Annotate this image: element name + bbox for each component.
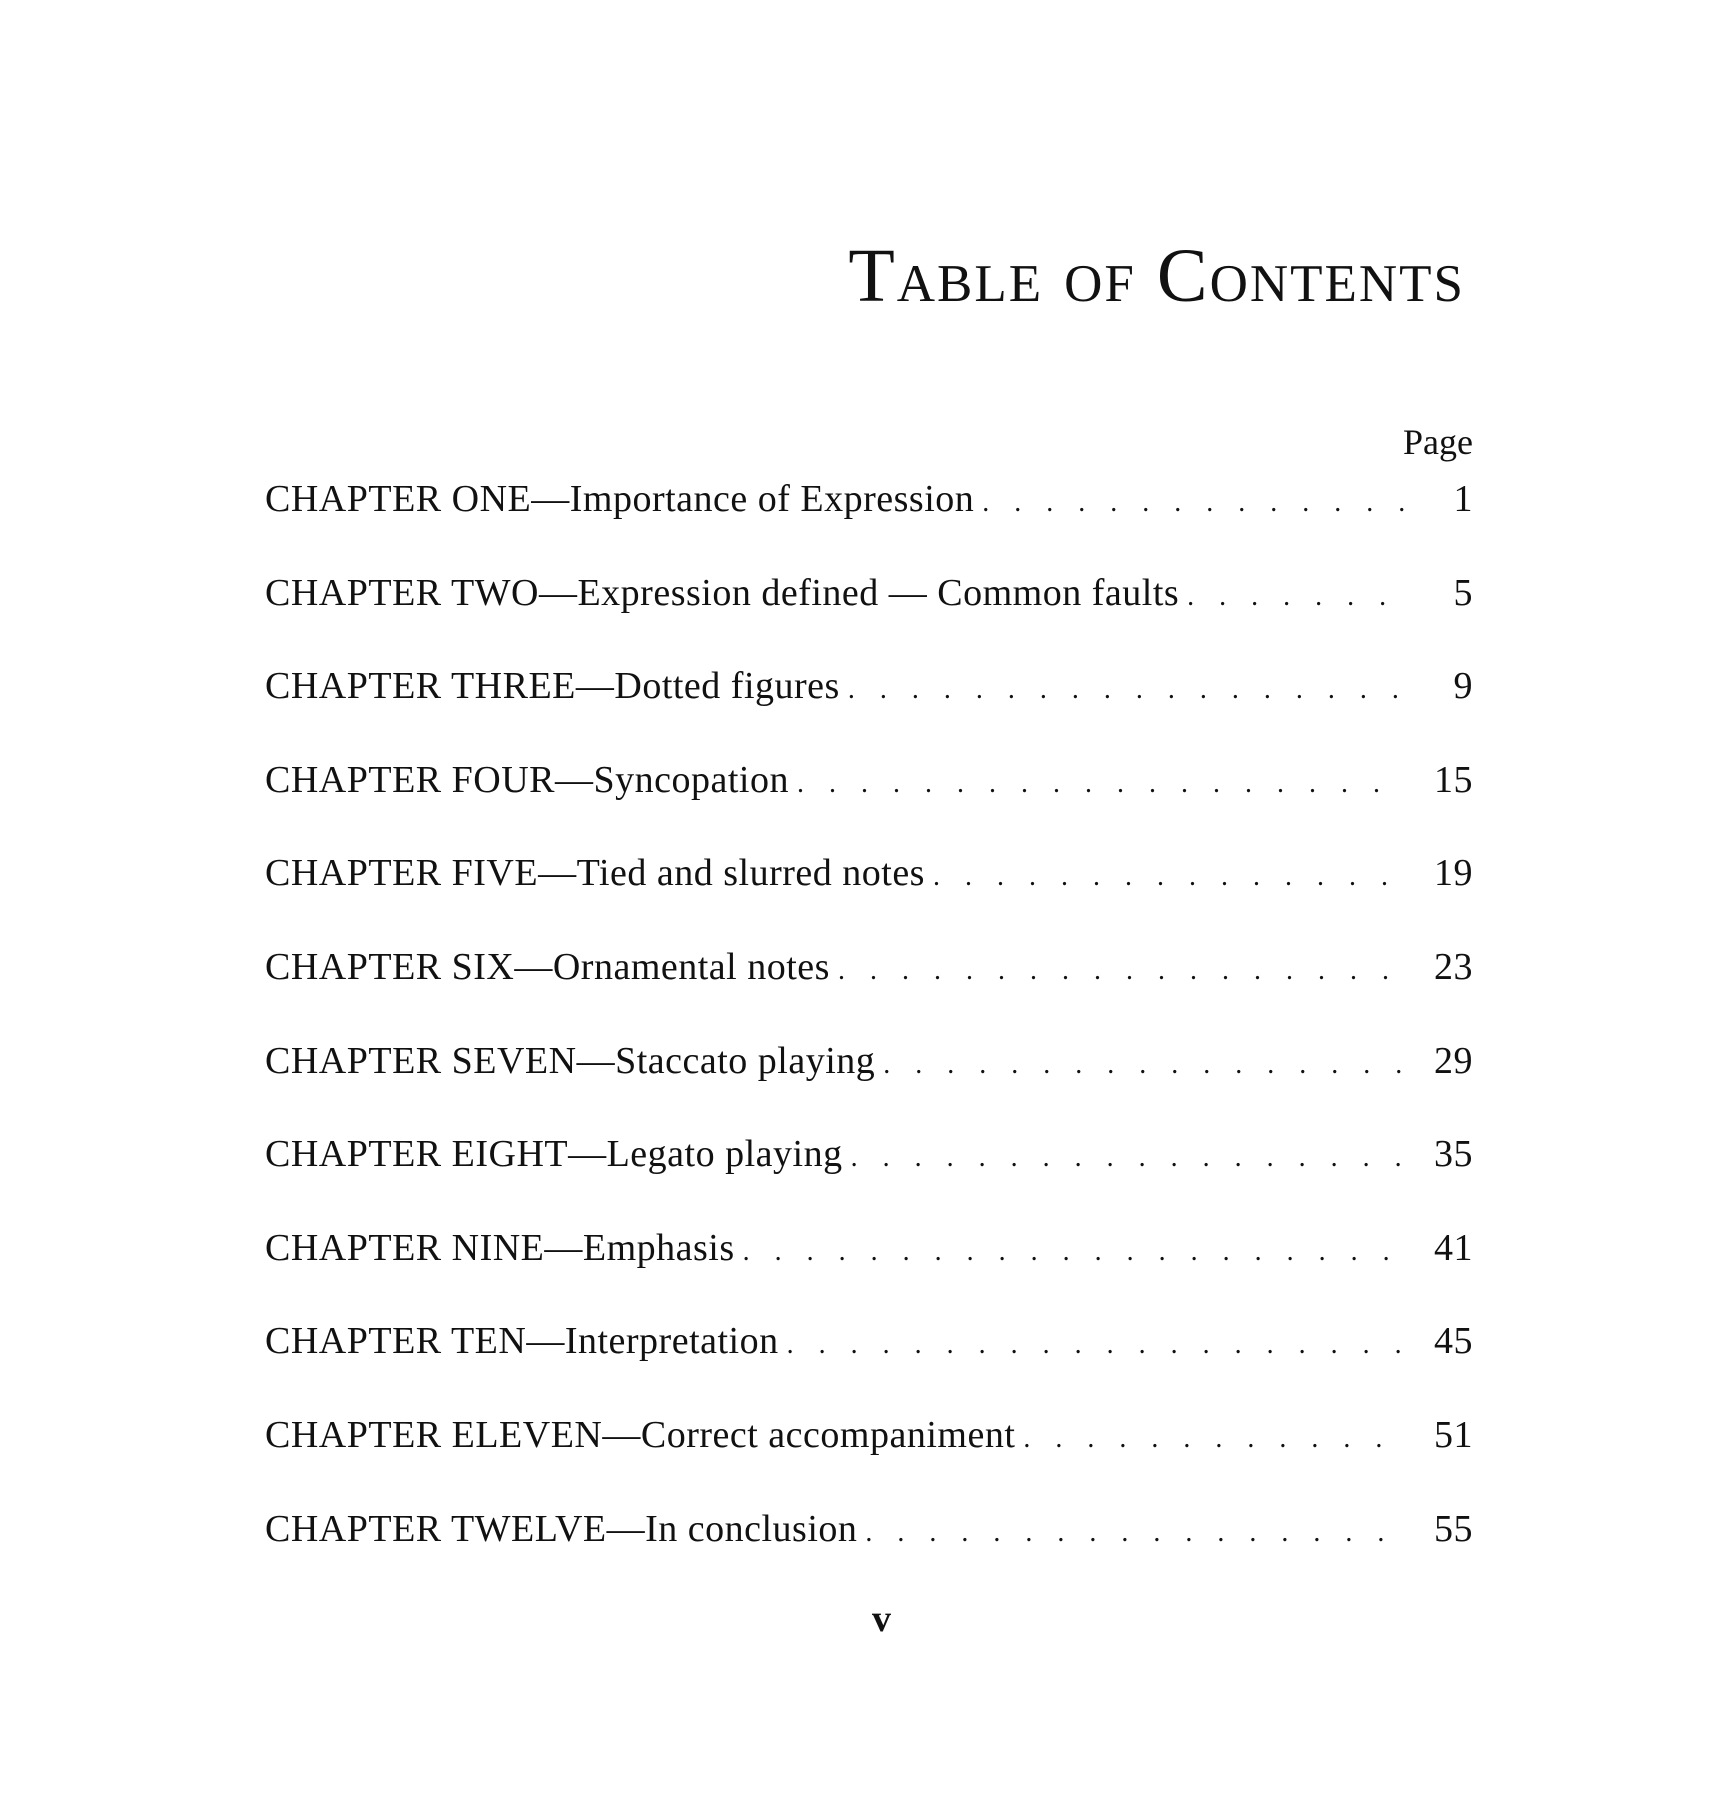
toc-entry [265,571,1473,668]
toc-entry [265,945,1473,1042]
toc-entry-label: CHAPTER ELEVEN—Correct accompaniment [265,1413,1016,1456]
toc-entry [265,667,1473,761]
dot-leader [838,957,1405,985]
dot-leader [1187,583,1405,611]
page-folio: v [872,1598,891,1640]
toc-entry [265,1322,1473,1416]
page-column-header: Page [1403,422,1473,462]
toc-entry-label: CHAPTER ONE—Importance of Expression [265,478,975,520]
toc-entry-label: CHAPTER TEN—Interpretation [265,1320,779,1363]
toc-entry [265,1413,1473,1510]
toc-entry-label: CHAPTER TWO—Expression defined — Common faults [265,571,1180,614]
toc-entry-page: 29 [1434,1039,1473,1082]
toc-entry [265,1226,1473,1323]
toc-entry-label: CHAPTER FIVE—Tied and slurred notes [265,852,925,895]
dot-leader [933,863,1405,891]
toc-entry-label: CHAPTER EIGHT—Legato playing [265,1133,843,1176]
dot-leader [787,1331,1405,1359]
dot-leader [851,1144,1405,1172]
toc-entry [265,480,1473,574]
toc-entry [265,1135,1473,1229]
toc-entry-page: 45 [1434,1320,1473,1363]
toc-entry-page: 35 [1434,1133,1473,1176]
toc-entry-page: 51 [1434,1413,1473,1456]
table-of-contents [265,480,1473,1603]
toc-entry-label: CHAPTER THREE—Dotted figures [265,665,840,708]
dot-leader [848,676,1405,704]
toc-entry-label: CHAPTER NINE—Emphasis [265,1226,735,1269]
toc-entry [265,1507,1473,1604]
toc-entry-page: 1 [1453,478,1473,520]
toc-entry-page: 55 [1434,1507,1473,1550]
toc-entry-page: 19 [1434,852,1473,895]
dot-leader [865,1519,1405,1547]
toc-entry-label: CHAPTER SEVEN—Staccato playing [265,1039,876,1082]
dot-leader [743,1238,1405,1266]
toc-entry-label: CHAPTER TWELVE—In conclusion [265,1507,858,1550]
dot-leader [797,770,1405,798]
toc-entry-page: 41 [1434,1226,1473,1269]
toc-entry-label: CHAPTER SIX—Ornamental notes [265,945,830,988]
toc-entry-label: CHAPTER FOUR—Syncopation [265,758,789,801]
toc-entry-page: 5 [1453,571,1473,614]
toc-entry [265,758,1473,855]
dot-leader [883,1051,1405,1079]
toc-entry-page: 23 [1434,945,1473,988]
page-title: Table of Contents [848,234,1465,318]
toc-entry [265,1039,1473,1136]
dot-leader [982,489,1405,517]
toc-entry-page: 15 [1434,758,1473,801]
toc-entry [265,854,1473,948]
toc-entry-page: 9 [1453,665,1473,708]
dot-leader [1023,1425,1405,1453]
